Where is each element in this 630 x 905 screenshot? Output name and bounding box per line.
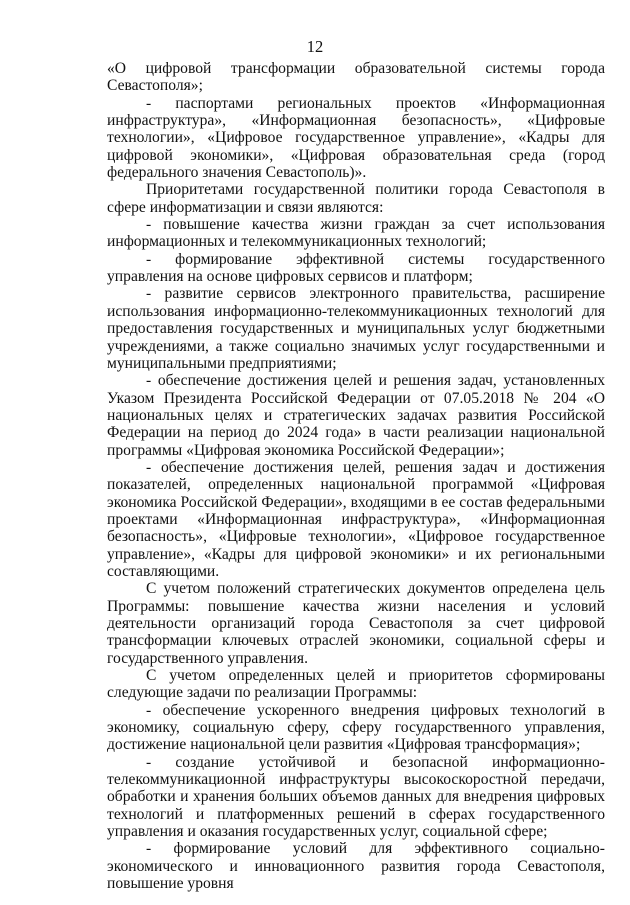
paragraph-9: С учетом положений стратегических документов определена цель Программы: повышение качества жизни населения и условий деятельности организаций города Севастополя за счет цифровой трансформации ключевых отраслей экономики, социальной сферы и государственного управления.	[107, 580, 605, 667]
paragraph-13: - формирование условий для эффективного социально-экономического и инновационного развития города Севастополя, повышение уровня	[107, 840, 605, 893]
paragraph-2: - паспортами региональных проектов «Информационная инфраструктура», «Информационная безопасность», «Цифровые технологии», «Цифровое государственное управление», «Кадры для цифровой экономики», «Цифровая образовательная среда (город федерального значения Севастополь)».	[107, 94, 605, 182]
paragraph-10: С учетом определенных целей и приоритетов сформированы следующие задачи по реализации Программы:	[107, 667, 605, 702]
paragraph-5: - формирование эффективной системы государственного управления на основе цифровых сервисов и платформ;	[107, 250, 605, 286]
document-body	[107, 60, 605, 893]
paragraph-1: «О цифровой трансформации образовательной системы города Севастополя»;	[107, 60, 605, 95]
paragraph-6: - развитие сервисов электронного правительства, расширение использования информационно-телекоммуникационных технологий для предоставления государственных и муниципальных услуг бюджетными учреждениями, а также социально значимых услуг государственными и муниципальными предприятиями;	[107, 285, 605, 372]
paragraph-11: - обеспечение ускоренного внедрения цифровых технологий в экономику, социальную сферу, сферу государственного управления, достижение национальной цели развития «Цифровая трансформация»;	[107, 701, 605, 754]
paragraph-8: - обеспечение достижения целей, решения задач и достижения показателей, определенных национальной программой «Цифровая экономика Российской Федерации», входящими в ее состав федеральными проектами «Информационная инфраструктура», «Информационная безопасность», «Цифровые технологии», «Цифровое государственное управление», «Кадры для цифровой экономики» и их региональными составляющими.	[107, 458, 605, 580]
paragraph-4: - повышение качества жизни граждан за счет использования информационных и телекоммуникационных технологий;	[107, 216, 605, 251]
paragraph-12: - создание устойчивой и безопасной информационно-телекоммуникационной инфраструктуры высокоскоростной передачи, обработки и хранения больших объемов данных для внедрения цифровых технологий и платформенных решений в сферах государственного управления и оказания государственных услуг, социальной сфере;	[107, 753, 605, 841]
paragraph-3: Приоритетами государственной политики города Севастополя в сфере информатизации и связи являются:	[107, 181, 605, 216]
page-number: 12	[306, 37, 324, 56]
paragraph-7: - обеспечение достижения целей и решения задач, установленных Указом Президента Российской Федерации от 07.05.2018 № 204 «О национальных целях и стратегических задачах развития Российской Федерации на период до 2024 года» в части реализации национальной программы «Цифровая экономика Российской Федерации»;	[107, 372, 605, 459]
